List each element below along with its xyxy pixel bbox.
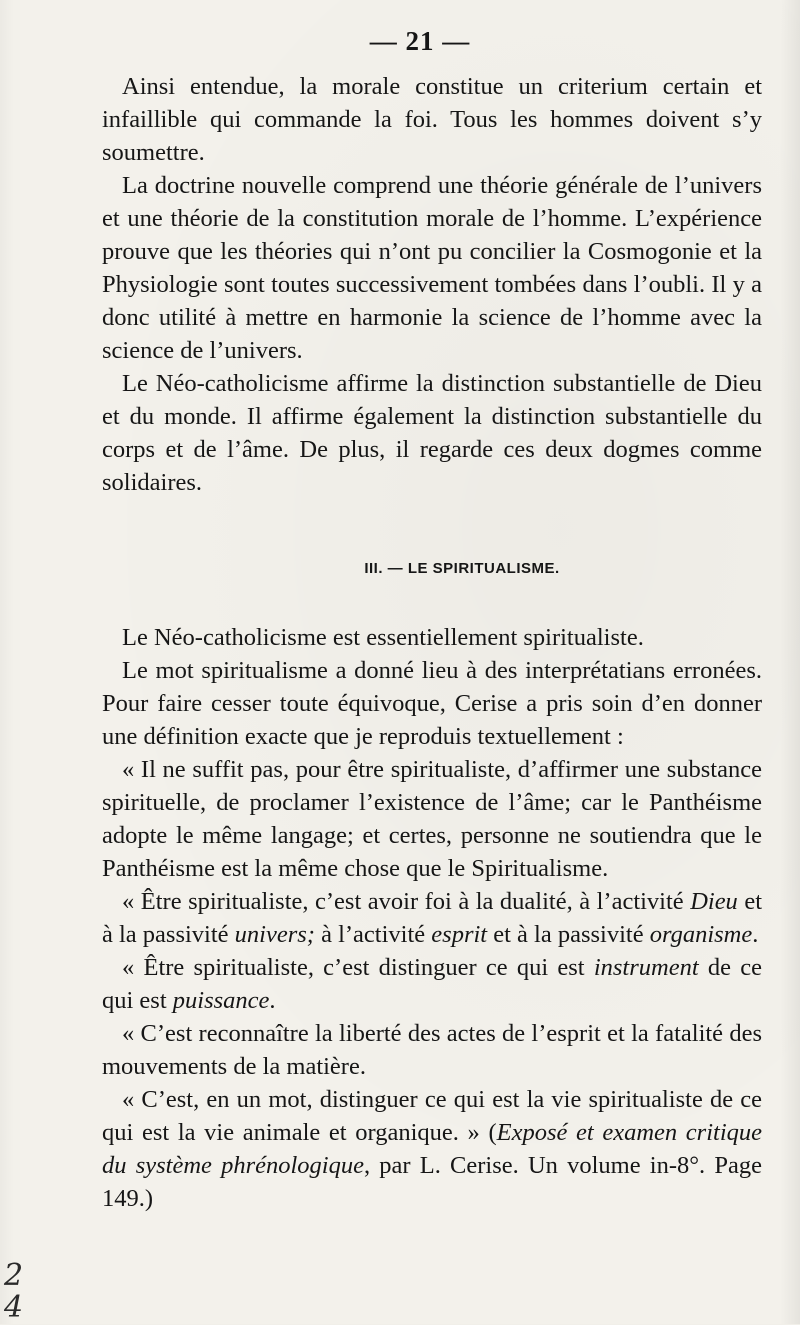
page-number: — 21 — <box>369 26 471 56</box>
quote-2-text-i: . <box>752 921 759 948</box>
quote-3-italic-puissance: puissance <box>172 987 270 1014</box>
quote-3-text-e: . <box>269 987 276 1014</box>
paragraph-3: Le Néo-catholicisme affirme la distinction substantielle de Dieu et du monde. Il affirme également la distinction substantielle du corps et de l’âme. De plus, il regarde ces deux dogmes comme solidaires. <box>102 370 762 496</box>
quote-3-italic-instrument: instrument <box>593 954 699 981</box>
quote-5-text-a: « C’est, en un mot, distinguer ce qui est la vie spiritualiste de ce qui est la vie animale et organique. » ( <box>102 1086 762 1146</box>
quote-paragraph-4: « C’est reconnaître la liberté des actes de l’esprit et la fatalité des mouvements de la matière. <box>102 1020 762 1080</box>
quote-paragraph-5 <box>102 1083 762 1215</box>
quote-2-italic-organisme: organisme <box>649 921 753 948</box>
section-heading: III. — LE SPIRITUALISME. <box>364 560 560 577</box>
paragraph-1: Ainsi entendue, la morale constitue un criterium certain et infaillible qui commande la foi. Tous les hommes doivent s’y soumettre. <box>102 73 762 166</box>
paragraph-5: Le mot spiritualisme a donné lieu à des interprétatians erronées. Pour faire cesser toute équivoque, Cerise a pris soin d’en donner une définition exacte que je reproduis textuellement : <box>102 657 762 750</box>
paragraph-2: La doctrine nouvelle comprend une théorie générale de l’univers et une théorie de la constitution morale de l’homme. L’expérience prouve que les théories qui n’ont pu concilier la Cosmogonie et la Physiologie sont toutes successivement tombées dans l’oubli. Il y a donc utilité à mettre en harmonie la science de l’homme avec la science de l’univers. <box>102 172 762 364</box>
quote-2-text-c: et à la passivité <box>102 888 763 948</box>
quote-2-text-g: et à la passivité <box>487 921 650 948</box>
quote-3-text-c: de ce qui est <box>102 954 762 1014</box>
quote-5-text-c: , par L. Cerise. Un volume in-8°. Page 149.) <box>102 1152 762 1212</box>
quote-3-text-a: « Être spiritualiste, c’est distinguer ce qui est <box>122 954 594 981</box>
page-body <box>102 70 762 1215</box>
paragraph-4: Le Néo-catholicisme est essentiellement spiritualiste. <box>122 624 644 651</box>
quote-2-text-e: à l’activité <box>314 921 432 948</box>
quote-2-italic-esprit: esprit <box>431 921 488 948</box>
quote-5-italic-book-title: Exposé et examen critique du système phrénologique <box>102 1119 763 1179</box>
quote-2-text-a: « Être spiritualiste, c’est avoir foi à la dualité, à l’activité <box>122 888 691 915</box>
handwritten-margin-note-2: 4 <box>4 1290 24 1325</box>
quote-paragraph-1: « Il ne suffit pas, pour être spiritualiste, d’affirmer une substance spirituelle, de proclamer l’existence de l’âme; car le Panthéisme adopte le même langage; et certes, personne ne soutiendra que le Panthéisme est la même chose que le Spiritualisme. <box>102 756 762 882</box>
quote-2-italic-dieu: Dieu <box>690 888 738 915</box>
quote-2-italic-univers: univers; <box>234 921 315 948</box>
quote-paragraph-2 <box>102 885 762 951</box>
quote-paragraph-3 <box>102 951 762 1017</box>
handwritten-margin-note-1: 2 <box>4 1258 24 1293</box>
